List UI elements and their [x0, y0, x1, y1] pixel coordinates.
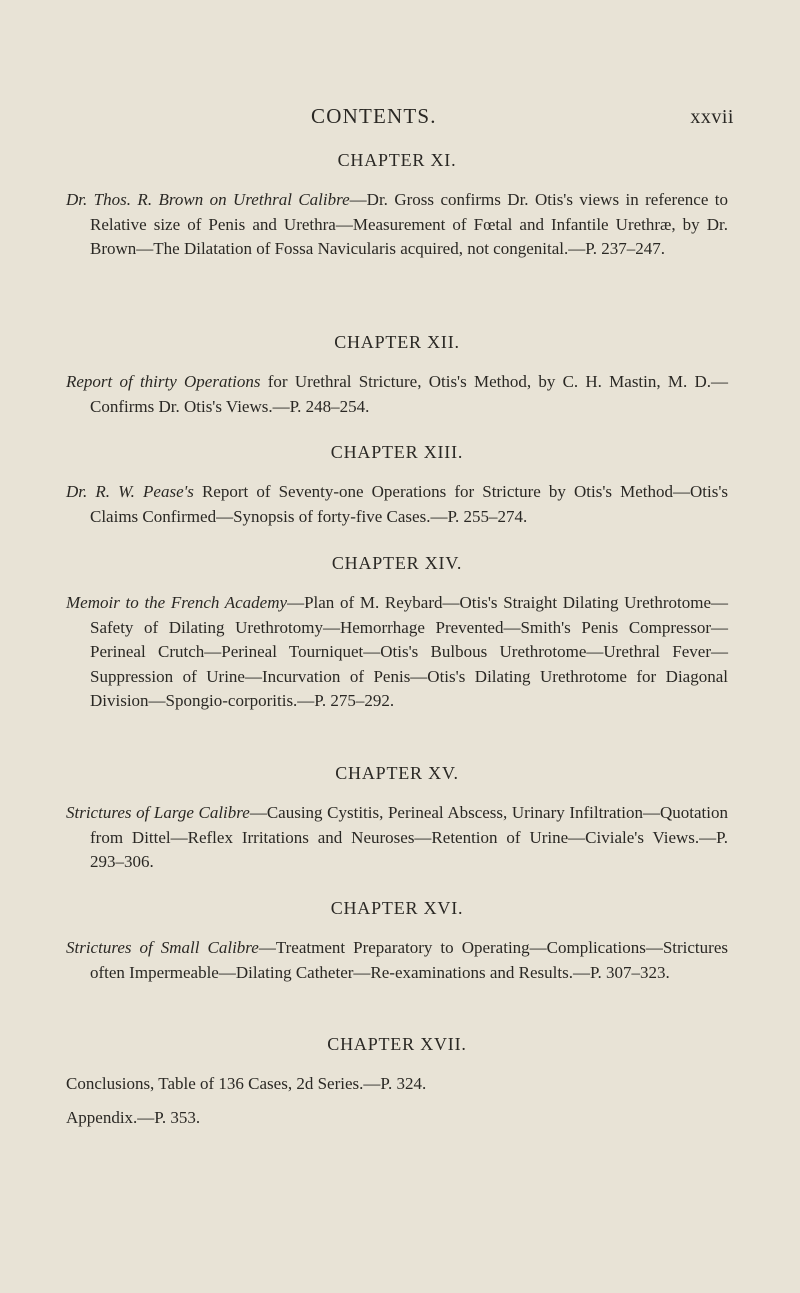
chapter-lead: Report of thirty Operations: [66, 372, 261, 391]
chapter-summary: [66, 370, 728, 419]
chapter-text: Report of Seventy-one Operations for Stricture by Otis's Method—Otis's Claims Confirmed—Synopsis of forty-five Cases.—P. 255–274.: [90, 482, 728, 526]
chapter-summary: [66, 801, 728, 875]
page-title: CONTENTS.: [311, 104, 437, 128]
chapter-heading: CHAPTER XVII.: [327, 1034, 467, 1054]
chapter-heading: CHAPTER XIV.: [331, 553, 463, 573]
chapter-summary: [66, 480, 728, 529]
chapter-heading: CHAPTER XVI.: [330, 898, 464, 918]
chapter-text: —Treatment Preparatory to Operating—Complications—Strictures often Impermeable—Dilating Catheter—Re-examinations and Results.—P. 307–323.: [90, 938, 728, 982]
chapter-text: for Urethral Stricture, Otis's Method, by C. H. Mastin, M. D.—Confirms Dr. Otis's Views.—P. 248–254.: [90, 372, 728, 416]
chapter-heading: CHAPTER XV.: [335, 763, 459, 783]
chapter-heading: CHAPTER XI.: [337, 150, 457, 170]
chapter-lead: Strictures of Small Calibre: [66, 938, 259, 957]
chapter-14: [66, 553, 728, 714]
chapter-12: [66, 332, 728, 419]
chapter-lead: Memoir to the French Academy: [66, 593, 288, 612]
chapter-text: —Causing Cystitis, Perineal Abscess, Urinary Infiltration—Quotation from Dittel—Reflex Irritations and Neuroses—Retention of Urine—Civiale's Views.—P. 293–306.: [90, 803, 728, 871]
chapter-heading: CHAPTER XII.: [334, 332, 460, 352]
chapter-lead: Dr. Thos. R. Brown on Urethral Calibre: [66, 190, 350, 209]
chapter-lead: Strictures of Large Calibre: [66, 803, 250, 822]
chapter-11: [66, 150, 728, 262]
chapter-summary: Conclusions, Table of 136 Cases, 2d Series.—P. 324.: [66, 1074, 427, 1093]
appendix-entry: Appendix.—P. 353.: [66, 1108, 201, 1127]
chapter-text: —Dr. Gross confirms Dr. Otis's views in reference to Relative size of Penis and Urethra—Measurement of Fœtal and Infantile Urethræ, by Dr. Brown—The Dilatation of Fossa Navicularis acquired, not congenital.—P. 237–247.: [90, 190, 729, 258]
chapter-15: [66, 763, 728, 875]
chapter-13: [66, 442, 728, 529]
page-number: xxvii: [690, 106, 734, 128]
chapter-summary: [66, 188, 728, 262]
chapter-summary: [66, 936, 728, 985]
chapter-heading: CHAPTER XIII.: [330, 442, 464, 462]
chapter-summary: [66, 591, 728, 714]
chapter-lead: Dr. R. W. Pease's: [66, 482, 194, 501]
chapter-17: [66, 1034, 728, 1130]
chapter-text: —Plan of M. Reybard—Otis's Straight Dilating Urethrotome—Safety of Dilating Urethrotomy—Hemorrhage Prevented—Smith's Penis Compressor—Perineal Crutch—Perineal Tourniquet—Otis's Bulbous Urethrotome—Urethral Fever—Suppression of Urine—Incurvation of Penis—Otis's Dilating Urethrotome for Diagonal Division—Spongio-corporitis.—P. 275–292.: [90, 593, 729, 710]
chapter-16: [66, 898, 728, 985]
running-head: [0, 104, 800, 134]
